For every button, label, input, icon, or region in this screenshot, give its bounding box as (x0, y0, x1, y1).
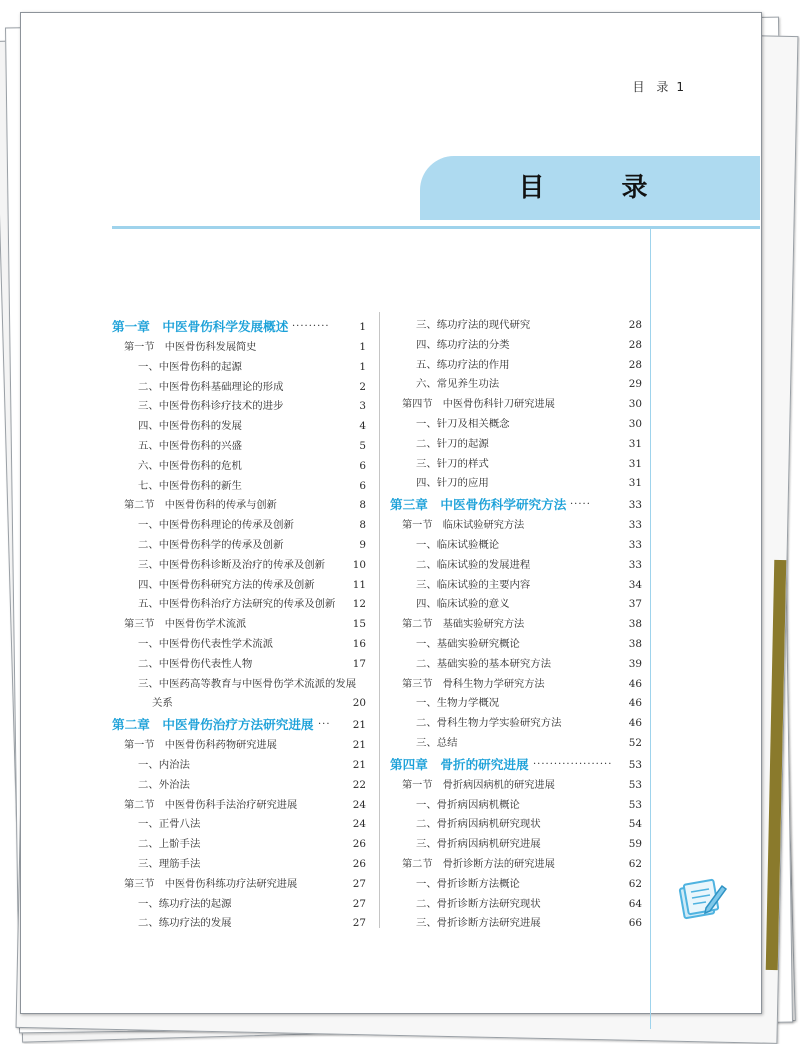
entry-page: 46 (628, 677, 642, 690)
entry-page: 62 (628, 857, 642, 870)
toc-entry-item (112, 437, 366, 457)
entry-page: 31 (628, 457, 642, 470)
toc-entry-item (390, 796, 642, 816)
toc-entry-item (112, 776, 366, 796)
entry-title: 四、中医骨伤科的发展 (138, 420, 242, 433)
entry-title: 第四节 中医骨伤科针刀研究进展 (402, 399, 555, 411)
toc-entry-item (390, 576, 642, 596)
toc-entry-item (390, 835, 642, 855)
toc-entry-item (390, 556, 642, 576)
toc-entry-sec (390, 675, 642, 695)
entry-title: 第一节 中医骨伤科发展简史 (124, 342, 257, 353)
entry-page: 6 (359, 459, 366, 472)
entry-page: 52 (628, 736, 642, 749)
toc-entry-item (390, 655, 642, 675)
entry-title: 三、练功疗法的现代研究 (416, 319, 531, 331)
entry-page: 54 (628, 818, 642, 831)
entry-page: 6 (359, 479, 366, 492)
entry-page: 64 (628, 897, 642, 910)
leader-dots: ········· (292, 321, 330, 332)
entry-page: 39 (628, 657, 642, 670)
toc-entry-item (112, 417, 366, 437)
entry-page: 8 (359, 499, 366, 512)
entry-title: 第三节 中医骨伤科练功疗法研究进展 (124, 878, 298, 890)
running-head-label: 目 录 (632, 80, 673, 94)
toc-entry-item (112, 835, 366, 855)
toc-entry-item (390, 336, 642, 356)
toc-entry-item (390, 455, 642, 475)
entry-title: 四、针刀的应用 (416, 477, 489, 490)
entry-page: 27 (352, 917, 366, 930)
toc-entry-item (390, 815, 642, 835)
entry-title: 二、临床试验的发展进程 (416, 558, 531, 571)
entry-page: 66 (628, 917, 642, 930)
leader-dots: ····· (570, 499, 591, 511)
toc-entry-sec (112, 875, 366, 895)
entry-page: 4 (359, 420, 366, 433)
toc-entry-wrapcont (112, 694, 366, 714)
entry-title: 四、练功疗法的分类 (416, 338, 510, 351)
toc-entry-item (390, 316, 642, 336)
entry-title: 四、临床试验的意义 (416, 598, 510, 611)
entry-page: 21 (352, 758, 366, 771)
toc-entry-sec (112, 496, 366, 516)
entry-page: 24 (352, 818, 366, 831)
toc-entry-item (112, 895, 366, 915)
entry-title: 二、骨折诊断方法研究现状 (416, 897, 541, 910)
entry-page: 46 (628, 697, 642, 710)
entry-page: 11 (352, 578, 366, 591)
entry-title: 二、中医骨伤代表性人物 (138, 657, 253, 670)
toc-entry-item (112, 675, 366, 695)
entry-title: 二、上骱手法 (138, 838, 201, 851)
column-divider (379, 312, 380, 928)
toc-entry-chap (112, 714, 366, 736)
entry-title: 第四章 骨折的研究进展 (390, 756, 529, 772)
entry-title: 一、骨折病因病机概论 (416, 798, 520, 811)
entry-title: 一、中医骨伤科的起源 (138, 360, 242, 373)
entry-title: 二、中医骨伤科学的传承及创新 (138, 538, 284, 551)
entry-page: 3 (359, 400, 366, 413)
toc-entry-item (112, 756, 366, 776)
entry-title: 二、基础实验的基本研究方法 (416, 657, 552, 670)
toc-entry-sec (112, 796, 366, 816)
toc-entry-item (390, 895, 642, 915)
entry-page: 5 (359, 439, 366, 452)
entry-page: 10 (352, 558, 366, 571)
entry-title: 一、练功疗法的起源 (138, 897, 232, 910)
toc-entry-item (112, 477, 366, 497)
toc-entry-item (390, 375, 642, 395)
margin-rule (650, 229, 651, 1029)
toc-entry-item (390, 694, 642, 714)
toc-entry-item (390, 356, 642, 376)
header-rule (112, 226, 760, 229)
entry-title: 第一节 骨折病因病机的研究进展 (402, 779, 555, 791)
notebook-pen-icon (676, 876, 728, 920)
toc-entry-sec (390, 855, 642, 875)
entry-page: 28 (628, 319, 642, 331)
entry-page: 33 (628, 558, 642, 571)
entry-page: 1 (359, 321, 366, 333)
entry-page: 8 (359, 519, 366, 532)
entry-title: 一、正骨八法 (138, 818, 201, 831)
entry-title: 五、中医骨伤科治疗方法研究的传承及创新 (138, 598, 336, 611)
toc-entry-chap (390, 754, 642, 776)
entry-title: 三、骨折病因病机研究进展 (416, 838, 541, 851)
toc-entry-sec (390, 395, 642, 415)
entry-title: 一、临床试验概论 (416, 538, 500, 551)
entry-title: 第二节 基础实验研究方法 (402, 619, 525, 631)
toc-right-column (390, 316, 642, 934)
toc-entry-item (390, 415, 642, 435)
entry-page: 37 (628, 598, 642, 611)
entry-page: 30 (628, 398, 642, 411)
entry-title: 第三节 中医骨伤学术流派 (124, 619, 247, 631)
entry-title: 关系 (152, 697, 173, 710)
title-band (420, 156, 760, 220)
toc-entry-sec (112, 338, 366, 358)
entry-page: 33 (628, 538, 642, 551)
entry-title: 七、中医骨伤科的新生 (138, 479, 242, 492)
entry-title: 一、生物力学概况 (416, 697, 500, 710)
toc-entry-item (390, 435, 642, 455)
entry-page: 1 (359, 360, 366, 373)
entry-page: 12 (352, 598, 366, 611)
entry-title: 三、中医骨伤科诊疗技术的进步 (138, 400, 284, 413)
leader-dots: ··· (318, 719, 331, 731)
toc-entry-chap (112, 316, 366, 338)
entry-page: 9 (359, 538, 366, 551)
entry-title: 三、中医骨伤科诊断及治疗的传承及创新 (138, 558, 326, 571)
toc-entry-item (112, 397, 366, 417)
entry-page: 30 (628, 417, 642, 430)
entry-page: 22 (352, 778, 366, 791)
entry-page: 59 (628, 838, 642, 851)
entry-page: 28 (628, 338, 642, 351)
entry-title: 第一节 中医骨伤科药物研究进展 (124, 740, 277, 752)
entry-page: 33 (628, 499, 642, 512)
toc-entry-item (390, 914, 642, 934)
entry-page: 53 (628, 778, 642, 791)
entry-title: 第二节 中医骨伤科手法治疗研究进展 (124, 799, 298, 811)
entry-title: 五、中医骨伤科的兴盛 (138, 439, 242, 452)
leader-dots: ··················· (533, 758, 613, 770)
entry-title: 一、骨折诊断方法概论 (416, 877, 520, 890)
entry-title: 六、常见养生功法 (416, 378, 500, 391)
toc-entry-item (390, 875, 642, 895)
entry-title: 第二章 中医骨伤治疗方法研究进展 (112, 717, 314, 733)
toc-entry-item (112, 655, 366, 675)
entry-title: 三、总结 (416, 736, 458, 749)
toc-entry-item (112, 516, 366, 536)
toc-entry-item (112, 576, 366, 596)
toc-entry-chap (390, 494, 642, 516)
page-number: 1 (676, 80, 684, 94)
entry-page: 34 (628, 578, 642, 591)
toc-entry-item (112, 635, 366, 655)
entry-page: 27 (352, 877, 366, 890)
entry-page: 16 (352, 637, 366, 650)
entry-page: 1 (359, 341, 366, 353)
entry-title: 二、中医骨伤科基础理论的形成 (138, 380, 284, 393)
toc-entry-item (390, 714, 642, 734)
entry-page: 20 (352, 697, 366, 710)
toc-entry-sec (112, 615, 366, 635)
entry-page: 46 (628, 717, 642, 730)
entry-page: 38 (628, 618, 642, 631)
entry-title: 二、练功疗法的发展 (138, 917, 232, 930)
entry-title: 第二节 骨折诊断方法的研究进展 (402, 858, 555, 870)
toc-entry-item (112, 536, 366, 556)
entry-page: 28 (628, 358, 642, 371)
entry-title: 一、基础实验研究概论 (416, 637, 520, 650)
running-head (633, 78, 684, 95)
entry-title: 二、骨折病因病机研究现状 (416, 818, 541, 831)
entry-title: 一、中医骨伤代表性学术流派 (138, 637, 274, 650)
entry-page: 31 (628, 477, 642, 490)
entry-page: 26 (352, 857, 366, 870)
toc-entry-item (112, 457, 366, 477)
entry-title: 三、骨折诊断方法研究进展 (416, 917, 541, 930)
entry-page: 62 (628, 877, 642, 890)
entry-title: 三、临床试验的主要内容 (416, 578, 531, 591)
entry-page: 38 (628, 637, 642, 650)
toc-entry-item (390, 474, 642, 494)
entry-title: 四、中医骨伤科研究方法的传承及创新 (138, 578, 315, 591)
entry-title: 三、针刀的样式 (416, 457, 489, 470)
entry-page: 27 (352, 897, 366, 910)
entry-page: 15 (352, 618, 366, 631)
entry-title: 二、骨科生物力学实验研究方法 (416, 717, 562, 730)
toc-entry-sec (390, 615, 642, 635)
entry-title: 第三节 骨科生物力学研究方法 (402, 678, 545, 690)
entry-page: 21 (352, 719, 366, 732)
entry-title: 三、中医药高等教育与中医骨伤学术流派的发展 (138, 677, 357, 690)
entry-title: 五、练功疗法的作用 (416, 358, 510, 371)
toc-entry-item (390, 595, 642, 615)
entry-page: 33 (628, 519, 642, 532)
entry-page: 29 (628, 378, 642, 391)
toc-entry-item (390, 635, 642, 655)
entry-title: 一、中医骨伤科理论的传承及创新 (138, 519, 294, 532)
toc-entry-item (112, 595, 366, 615)
entry-title: 第一节 临床试验研究方法 (402, 520, 525, 532)
toc-entry-item (112, 815, 366, 835)
entry-page: 26 (352, 838, 366, 851)
page-title: 目 录 (518, 173, 682, 203)
toc-entry-item (112, 855, 366, 875)
entry-title: 一、内治法 (138, 758, 190, 771)
entry-title: 一、针刀及相关概念 (416, 417, 510, 430)
toc-entry-item (112, 914, 366, 934)
entry-page: 24 (352, 798, 366, 811)
entry-page: 31 (628, 437, 642, 450)
entry-title: 六、中医骨伤科的危机 (138, 459, 242, 472)
entry-page: 2 (359, 380, 366, 393)
toc-entry-sec (390, 516, 642, 536)
entry-page: 53 (628, 798, 642, 811)
entry-title: 第二节 中医骨伤科的传承与创新 (124, 500, 277, 512)
entry-title: 第三章 中医骨伤科学研究方法 (390, 497, 567, 513)
toc-entry-item (112, 358, 366, 378)
entry-page: 53 (628, 758, 642, 771)
toc-entry-sec (112, 736, 366, 756)
toc-entry-item (390, 536, 642, 556)
toc-entry-item (390, 734, 642, 754)
entry-page: 21 (352, 739, 366, 752)
toc-left-column (112, 316, 366, 934)
entry-page: 17 (352, 657, 366, 670)
entry-title: 二、针刀的起源 (416, 437, 489, 450)
entry-title: 二、外治法 (138, 778, 190, 791)
toc-entry-item (112, 378, 366, 398)
entry-title: 第一章 中医骨伤科学发展概述 (112, 319, 289, 334)
entry-title: 三、理筋手法 (138, 857, 201, 870)
toc-entry-sec (390, 776, 642, 796)
toc-entry-item (112, 556, 366, 576)
